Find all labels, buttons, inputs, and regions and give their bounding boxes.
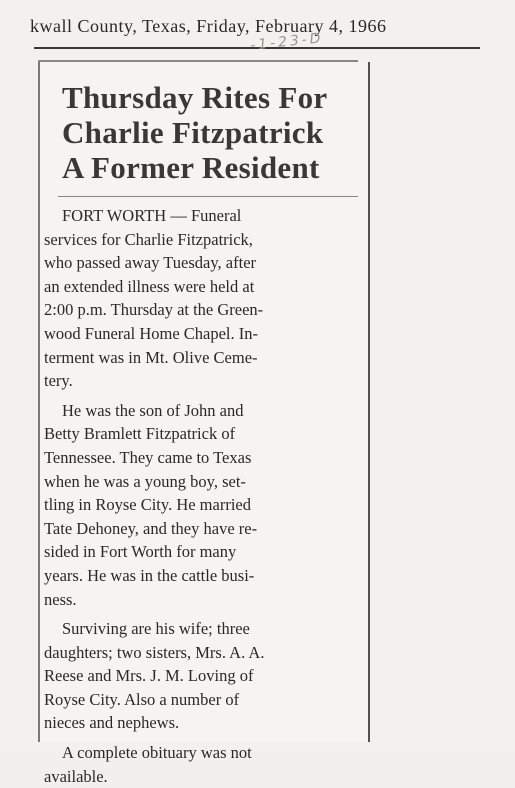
body-line: Betty Bramlett Fitzpatrick of [44, 424, 236, 444]
article-body [44, 204, 362, 788]
article-headline [62, 80, 362, 185]
body-line: tling in Royse City. He married [44, 495, 251, 515]
paragraph-4 [44, 741, 362, 788]
paragraph-1 [44, 204, 362, 393]
body-line: 2:00 p.m. Thursday at the Green- [44, 300, 264, 320]
body-line: FORT WORTH — Funeral [62, 206, 242, 225]
body-line: A complete obituary was not [62, 743, 252, 763]
body-line: ness. [44, 589, 77, 609]
body-line: when he was a young boy, set- [44, 471, 246, 491]
headline-rule [58, 196, 358, 197]
body-line: services for Charlie Fitzpatrick, [44, 229, 253, 249]
body-line: daughters; two sisters, Mrs. A. A. [44, 642, 265, 662]
body-line: wood Funeral Home Chapel. In- [44, 323, 258, 343]
body-line: He was the son of John and [62, 400, 244, 420]
body-line: Reese and Mrs. J. M. Loving of [44, 666, 254, 686]
handwritten-note: -1-23-D [249, 30, 325, 54]
body-line: Tennessee. They came to Texas [44, 447, 252, 467]
body-line: Surviving are his wife; three [62, 619, 250, 639]
body-line: nieces and nephews. [44, 713, 180, 733]
body-line: an extended illness were held at [44, 276, 255, 296]
body-line: who passed away Tuesday, after [44, 253, 257, 273]
headline-line: Thursday Rites For [62, 80, 328, 115]
paragraph-2 [44, 399, 362, 611]
newspaper-dateline: kwall County, Texas, Friday, February 4, 1966 [30, 16, 387, 36]
paragraph-3 [44, 617, 362, 735]
body-line: Royse City. Also a number of [44, 689, 240, 709]
body-line: sided in Fort Worth for many [44, 542, 237, 562]
body-line: years. He was in the cattle busi- [44, 565, 255, 585]
body-line: Tate Dehoney, and they have re- [44, 518, 258, 538]
headline-line: Charlie Fitzpatrick [62, 115, 324, 150]
body-line: terment was in Mt. Olive Ceme- [44, 347, 258, 367]
body-line: tery. [44, 371, 73, 391]
headline-line: A Former Resident [62, 150, 320, 185]
body-line: available. [44, 766, 108, 786]
